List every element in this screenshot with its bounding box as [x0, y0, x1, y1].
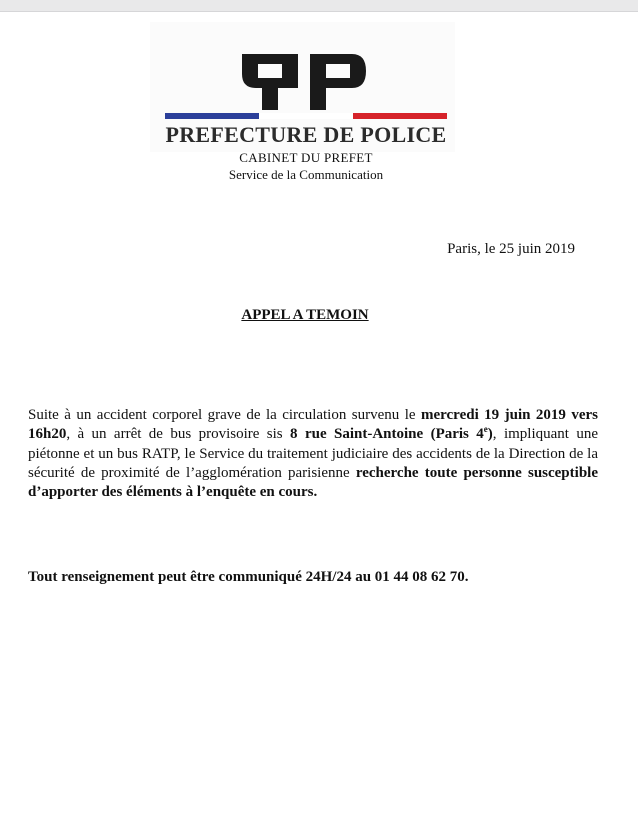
body-text-1: Suite à un accident corporel grave de la circulation survenu le	[28, 407, 421, 423]
body-text-2: , à un arrêt de bus provisoire sis	[66, 426, 291, 443]
cabinet-name: CABINET DU PREFET	[239, 150, 373, 165]
browser-top-bar	[0, 0, 638, 12]
address-superscript: e	[483, 424, 488, 435]
organization-name: PREFECTURE DE POLICE	[165, 122, 447, 147]
contact-line: Tout renseignement peut être communiqué 24H/24 au 01 44 08 62 70.	[28, 569, 469, 585]
prefecture-pp-logo-icon	[238, 54, 370, 110]
body-bold-request: recherche toute personne susceptible d’apporter des éléments à l’enquête en cours.	[28, 464, 598, 501]
address-text: 8 rue Saint-Antoine (Paris 4	[290, 426, 484, 443]
body-bold-address	[290, 426, 493, 442]
service-name: Service de la Communication	[228, 167, 384, 182]
address-end: )	[487, 426, 493, 443]
body-paragraph	[28, 406, 598, 502]
body-bold-date: mercredi 19 juin 2019 vers 16h20	[28, 407, 598, 443]
document-title: APPEL A TEMOIN	[241, 307, 369, 323]
letter-date: Paris, le 25 juin 2019	[447, 241, 575, 257]
body-text-3: , impliquant une piétonne et un bus RATP, le Service du traitement judiciaire des accidents de la Direction de la sécurité de proximité de l’agglomération parisienne	[28, 426, 598, 481]
tricolor-band	[165, 113, 447, 119]
